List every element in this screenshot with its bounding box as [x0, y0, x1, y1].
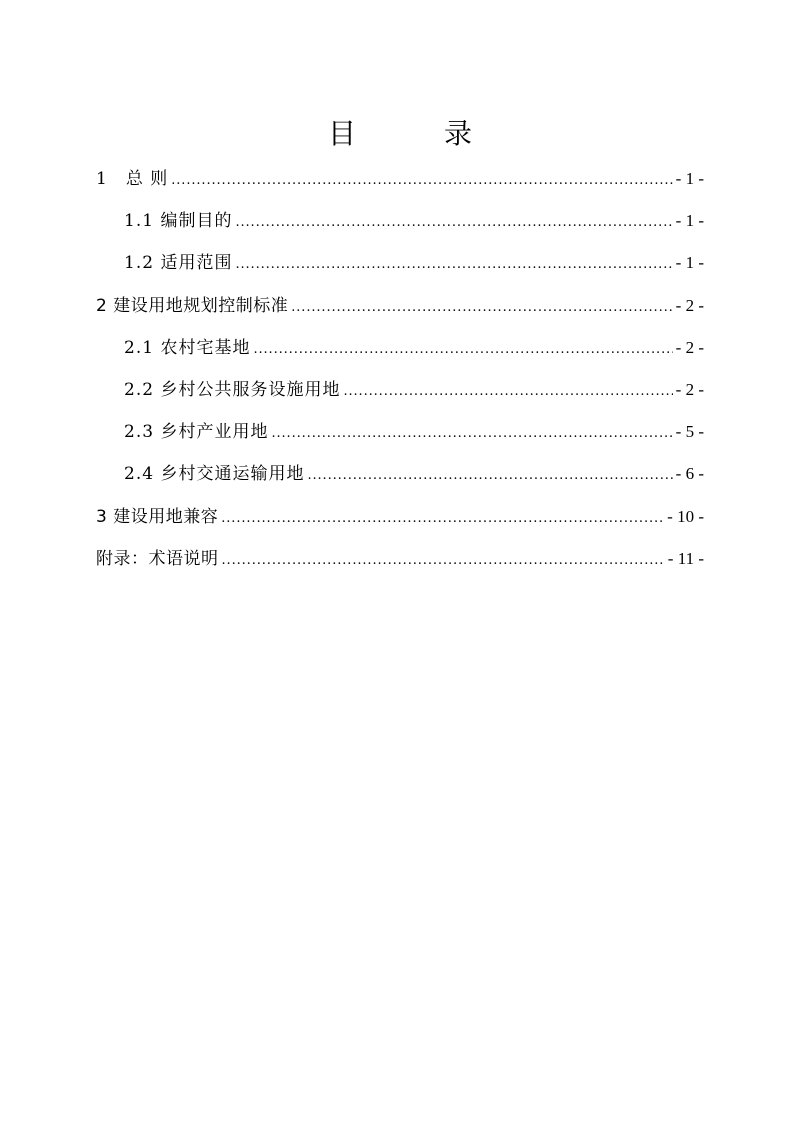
toc-entry-label: 2.2 乡村公共服务设施用地: [124, 379, 341, 400]
toc-entry-3[interactable]: [96, 496, 704, 538]
toc-entry-label: 1 总 则: [96, 169, 169, 189]
toc-entry-page: - 1 -: [675, 169, 704, 188]
toc-entry-2[interactable]: [96, 285, 704, 327]
toc-entry-page: - 10 -: [667, 506, 704, 526]
dot-leader: [343, 371, 672, 413]
toc-entry-1-2[interactable]: [96, 242, 704, 284]
toc-entry-page: - 11 -: [667, 548, 704, 568]
toc-entry-label: 2.3 乡村产业用地: [124, 422, 269, 443]
toc-entry-label: 2 建设用地规划控制标准: [96, 295, 289, 316]
toc-entry-page: - 2 -: [675, 337, 704, 357]
dot-leader: [222, 540, 665, 582]
toc-entry-page: - 6 -: [675, 464, 704, 484]
toc-entry-page: - 1 -: [675, 211, 704, 231]
toc-entry-label: 1.1 编制目的: [124, 211, 233, 232]
toc-entry-page: - 1 -: [675, 253, 704, 273]
toc-entry-1-1[interactable]: [96, 200, 704, 242]
toc-entry-appendix[interactable]: [96, 538, 704, 580]
toc-entry-label: 1.2 适用范围: [124, 253, 233, 274]
toc-entry-2-1[interactable]: [96, 327, 704, 369]
toc-entry-label: 2.1 农村宅基地: [124, 337, 251, 358]
toc-entry-label: 附录：术语说明: [96, 548, 219, 569]
toc-entry-page: - 5 -: [675, 422, 704, 442]
dot-leader: [235, 202, 672, 244]
toc-entry-1[interactable]: [96, 158, 704, 200]
toc-list: [96, 158, 704, 580]
toc-title: 目 录: [327, 117, 502, 150]
toc-entry-label: 3 建设用地兼容: [96, 506, 219, 527]
toc-entry-2-2[interactable]: [96, 369, 704, 411]
dot-leader: [291, 287, 672, 329]
toc-entry-page: - 2 -: [675, 295, 704, 315]
toc-entry-page: - 2 -: [675, 379, 704, 399]
dot-leader: [171, 160, 672, 202]
dot-leader: [221, 498, 664, 540]
dot-leader: [271, 413, 672, 455]
toc-entry-2-3[interactable]: [96, 411, 704, 453]
dot-leader: [307, 455, 672, 497]
toc-entry-label: 2.4 乡村交通运输用地: [124, 464, 305, 485]
dot-leader: [253, 329, 672, 371]
dot-leader: [235, 244, 672, 286]
toc-entry-2-4[interactable]: [96, 453, 704, 495]
